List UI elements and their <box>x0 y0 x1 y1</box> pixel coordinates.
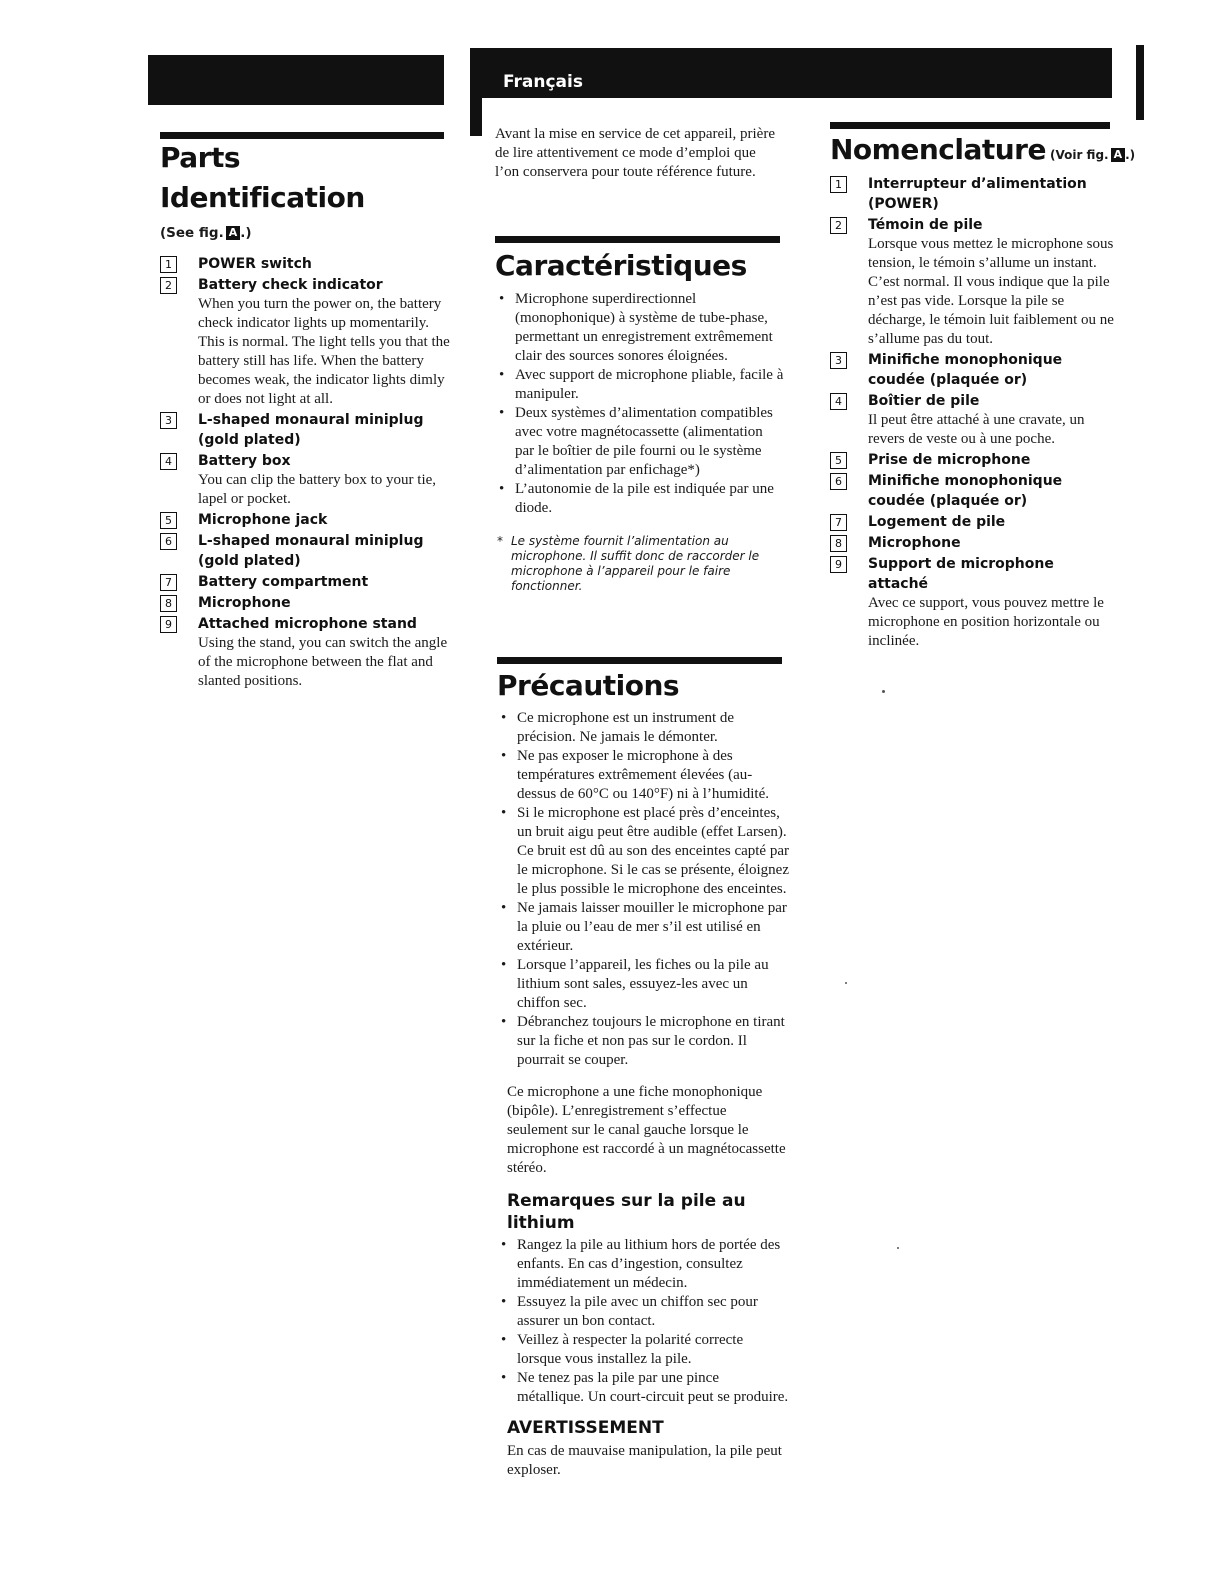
bullet-item: • Lorsque l’appareil, les fiches ou la pile au lithium sont sales, essuyez-les avec un chiffon sec. <box>497 956 789 1013</box>
mono-note: Ce microphone a une fiche monophonique (bipôle). L’enregistrement s’effectue seulement sur le canal gauche lorsque le microphone est raccordé à un magnétocassette stéréo. <box>507 1084 786 1176</box>
nomenclature-heading <box>830 128 1136 172</box>
item-label: Battery compartment <box>198 574 369 590</box>
warning-title: AVERTISSEMENT <box>507 1418 664 1438</box>
item-label: Prise de microphone <box>868 452 1031 468</box>
item-7 <box>830 512 1120 532</box>
bullet-item: • Si le microphone est placé près d’enceintes, un bruit aigu peut être audible (effet Larsen). Ce bruit est dû au son des enceintes capté par le microphone. Si le cas se présente, éloignez le plus possible le microphone des enceintes. <box>497 804 789 899</box>
item-label: Logement de pile <box>868 514 1006 530</box>
item-9 <box>160 614 450 691</box>
footnote: * Le système fournit l’alimentation au microphone. Il suffit donc de raccorder le microphone à l’appareil pour le faire fonctionner. <box>495 534 773 594</box>
item-label: Attached microphone stand <box>198 616 417 632</box>
precautions-title: Précautions <box>497 669 680 702</box>
item-number-box: 4 <box>160 453 177 470</box>
item-7 <box>160 572 450 592</box>
item-2 <box>160 275 450 409</box>
item-number-box: 2 <box>160 277 177 294</box>
item-6 <box>160 531 450 571</box>
precautions-rule <box>497 657 782 664</box>
bullet-item: • Ne tenez pas la pile par une pince métallique. Un court-circuit peut se produire. <box>497 1369 789 1407</box>
item-label: Support de microphone attaché <box>868 556 1054 592</box>
item-label: Interrupteur d’alimentation (POWER) <box>868 176 1087 212</box>
item-label: L-shaped monaural miniplug (gold plated) <box>198 412 424 448</box>
lithium-subtitle: Remarques sur la pile au lithium <box>507 1191 746 1233</box>
features-rule <box>495 236 780 243</box>
bullet-item: • Rangez la pile au lithium hors de portée des enfants. En cas d’ingestion, consultez immédiatement un médecin. <box>497 1236 789 1293</box>
middle-column <box>495 125 783 182</box>
item-description: Using the stand, you can switch the angle of the microphone between the flat and slanted positions. <box>198 635 448 689</box>
item-number-box: 7 <box>830 514 847 531</box>
parts-identification-title: Parts Identification <box>160 141 365 214</box>
item-4 <box>160 451 450 509</box>
bullet-item: • Deux systèmes d’alimentation compatibles avec votre magnétocassette (alimentation par le boîtier de pile fourni ou le système d’alimentation par enfichage*) <box>495 404 785 480</box>
nomenclature-list <box>830 174 1120 651</box>
bullet-item: • L’autonomie de la pile est indiquée par une diode. <box>495 480 785 518</box>
nomenclature-title: Nomenclature <box>830 133 1046 166</box>
fig-a-badge: A <box>1111 148 1126 162</box>
see-fig-close: .) <box>240 225 252 241</box>
left-header-bar <box>148 55 444 105</box>
item-label: Microphone jack <box>198 512 328 528</box>
intro-text: Avant la mise en service de cet appareil, prière de lire attentivement ce mode d’emploi que l’on conservera pour toute référence future. <box>495 126 775 180</box>
item-number-box: 7 <box>160 574 177 591</box>
item-3 <box>830 350 1120 390</box>
precautions-list <box>497 709 789 1070</box>
voir-fig-text: (Voir fig. <box>1049 148 1109 162</box>
item-number-box: 9 <box>830 556 847 573</box>
item-number-box: 1 <box>160 256 177 273</box>
item-5 <box>160 510 450 530</box>
item-number-box: 8 <box>830 535 847 552</box>
item-number-box: 5 <box>830 452 847 469</box>
item-number-box: 3 <box>830 352 847 369</box>
item-number-box: 5 <box>160 512 177 529</box>
item-label: Microphone <box>198 595 291 611</box>
left-see-fig <box>160 224 450 242</box>
language-tab-label: Français <box>503 72 583 92</box>
precautions-section <box>497 665 789 1480</box>
item-3 <box>160 410 450 450</box>
item-label: Boîtier de pile <box>868 393 980 409</box>
item-9 <box>830 554 1120 651</box>
bullet-item: • Ne jamais laisser mouiller le microphone par la pluie ou l’eau de mer s’il est utilisé en extérieur. <box>497 899 789 956</box>
lithium-list <box>497 1236 789 1407</box>
bullet-item: • Débranchez toujours le microphone en tirant sur la fiche et non pas sur le cordon. Il pourrait se couper. <box>497 1013 789 1070</box>
right-column <box>830 128 1136 652</box>
warning-text: En cas de mauvaise manipulation, la pile peut exploser. <box>507 1443 782 1478</box>
item-label: POWER switch <box>198 256 312 272</box>
item-label: Témoin de pile <box>868 217 983 233</box>
bullet-item: • Veillez à respecter la polarité correcte lorsque vous installez la pile. <box>497 1331 789 1369</box>
item-description: Lorsque vous mettez le microphone sous tension, le témoin s’allume un instant. C’est normal. Il vous indique que la pile n’est pas vide. Lorsque la pile se décharge, le témoin luit faiblement ou ne s’allume pas du tout. <box>868 236 1114 347</box>
item-label: L-shaped monaural miniplug (gold plated) <box>198 533 424 569</box>
item-number-box: 1 <box>830 176 847 193</box>
bullet-item: • Ce microphone est un instrument de précision. Ne jamais le démonter. <box>497 709 789 747</box>
scan-speck <box>897 1247 899 1249</box>
item-1 <box>160 254 450 274</box>
item-label: Minifiche monophonique coudée (plaquée or) <box>868 473 1063 509</box>
item-description: Il peut être attaché à une cravate, un revers de veste ou à une poche. <box>868 412 1085 447</box>
item-1 <box>830 174 1120 214</box>
middle-header-notch <box>470 98 482 136</box>
see-fig-text: (See fig. <box>160 225 224 241</box>
item-label: Battery check indicator <box>198 277 383 293</box>
left-column <box>160 138 450 692</box>
item-description: Avec ce support, vous pouvez mettre le microphone en position horizontale ou inclinée. <box>868 595 1104 649</box>
bullet-item: • Ne pas exposer le microphone à des températures extrêmement élevées (au-dessus de 60°C ou 140°F) ni à l’humidité. <box>497 747 789 804</box>
features-section <box>495 244 785 594</box>
voir-fig-close: .) <box>1125 148 1136 162</box>
scan-speck <box>845 982 847 984</box>
item-number-box: 8 <box>160 595 177 612</box>
bullet-item: • Microphone superdirectionnel (monophonique) à système de tube-phase, permettant un enregistrement extrêmement clair des sources sonores éloignées. <box>495 290 785 366</box>
scan-speck <box>882 690 885 693</box>
bullet-item: • Avec support de microphone pliable, facile à manipuler. <box>495 366 785 404</box>
item-2 <box>830 215 1120 349</box>
item-label: Microphone <box>868 535 961 551</box>
fig-a-badge: A <box>226 226 241 240</box>
features-list <box>495 290 785 518</box>
item-number-box: 9 <box>160 616 177 633</box>
item-label: Battery box <box>198 453 291 469</box>
item-number-box: 6 <box>160 533 177 550</box>
item-8 <box>830 533 1120 553</box>
item-8 <box>160 593 450 613</box>
item-number-box: 4 <box>830 393 847 410</box>
item-number-box: 3 <box>160 412 177 429</box>
item-4 <box>830 391 1120 449</box>
bullet-item: • Essuyez la pile avec un chiffon sec pour assurer un bon contact. <box>497 1293 789 1331</box>
item-description: You can clip the battery box to your tie, lapel or pocket. <box>198 472 437 507</box>
item-description: When you turn the power on, the battery check indicator lights up momentarily. This is normal. The light tells you that the battery still has life. When the battery becomes weak, the indicator lights dimly or does not light at all. <box>198 296 450 407</box>
parts-list <box>160 254 450 691</box>
page-edge-mark <box>1136 45 1144 120</box>
item-number-box: 6 <box>830 473 847 490</box>
item-label: Minifiche monophonique coudée (plaquée or) <box>868 352 1063 388</box>
item-number-box: 2 <box>830 217 847 234</box>
item-6 <box>830 471 1120 511</box>
item-5 <box>830 450 1120 470</box>
features-title: Caractéristiques <box>495 249 747 282</box>
